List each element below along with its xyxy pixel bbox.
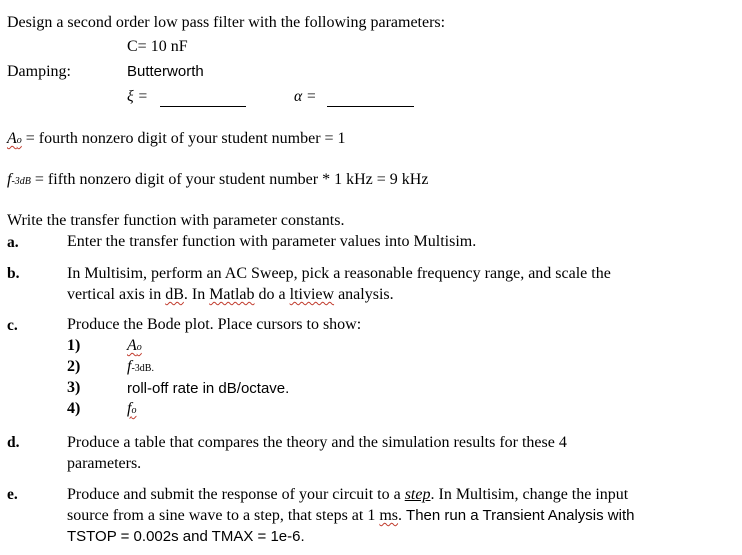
task-b-letter: b. bbox=[7, 265, 20, 282]
task-c-item-number: 2) bbox=[67, 358, 81, 375]
task-c-item-number: 3) bbox=[67, 379, 81, 396]
damping-label: Damping: bbox=[7, 63, 71, 80]
f3db-symbol: f-3dB bbox=[7, 171, 31, 188]
task-c-item-f0: fo bbox=[127, 400, 137, 417]
task-d-letter: d. bbox=[7, 434, 20, 451]
task-e-letter: e. bbox=[7, 486, 18, 503]
xi-answer-blank[interactable] bbox=[160, 106, 246, 107]
task-c-item-number: 1) bbox=[67, 337, 81, 354]
task-b-text: In Multisim, perform an AC Sweep, pick a reasonable frequency range, and scale the vertical axis in dB. In Matlab do a ltiview analysis. bbox=[67, 265, 611, 303]
task-e-text: Produce and submit the response of your circuit to a step. In Multisim, change the input source from a sine wave to a step, that steps at 1 ms. Then run a Transient Analysis with TSTOP = 0.002s and TMAX = 1e-6. bbox=[67, 486, 635, 545]
task-d-text: Produce a table that compares the theory and the simulation results for these 4 parameters. bbox=[67, 434, 567, 472]
xi-symbol: ξ = bbox=[127, 88, 148, 105]
task-c-item-rolloff: roll-off rate in dB/octave. bbox=[127, 380, 290, 397]
task-a-text: Enter the transfer function with parameter values into Multisim. bbox=[67, 233, 477, 250]
problem-heading: Design a second order low pass filter with the following parameters: bbox=[7, 14, 446, 31]
write-transfer-function: Write the transfer function with parameter constants. bbox=[7, 212, 345, 229]
task-a-letter: a. bbox=[7, 234, 19, 251]
damping-value: Butterworth bbox=[127, 63, 204, 80]
task-c-item-a0: Ao bbox=[127, 337, 142, 354]
task-c-text: Produce the Bode plot. Place cursors to show: bbox=[67, 316, 362, 333]
task-c-item-f3db: f-3dB. bbox=[127, 358, 154, 375]
a0-symbol: Ao bbox=[7, 130, 22, 147]
alpha-symbol: α = bbox=[294, 88, 317, 105]
capacitance-value: C= 10 nF bbox=[127, 38, 188, 55]
task-c-letter: c. bbox=[7, 317, 18, 334]
alpha-answer-blank[interactable] bbox=[327, 106, 414, 107]
task-c-item-number: 4) bbox=[67, 400, 81, 417]
a0-definition: Ao = fourth nonzero digit of your student number = 1 bbox=[7, 130, 346, 147]
f3db-definition: f-3dB = fifth nonzero digit of your student number * 1 kHz = 9 kHz bbox=[7, 171, 429, 188]
